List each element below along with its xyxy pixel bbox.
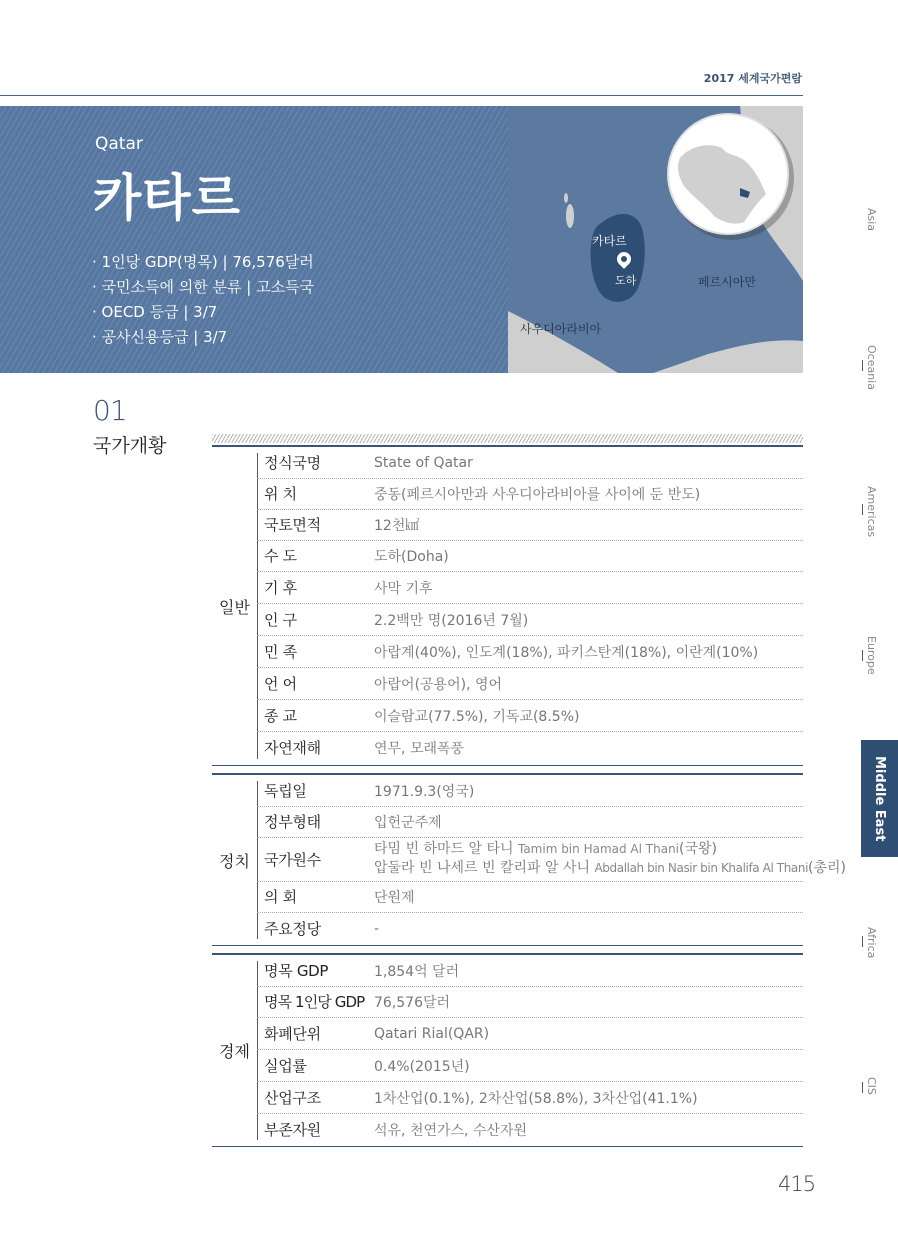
row-value: 1971.9.3(영국) [374,783,475,800]
row-value: 단원제 [374,889,415,906]
country-english-name: Qatar [95,134,143,154]
map-label-saudi: 사우디아라비아 [520,322,602,336]
row-value: State of Qatar [374,454,473,471]
table-row [257,636,803,668]
row-key: 인 구 [264,611,297,629]
row-key: 실업률 [264,1057,307,1075]
row-key: 종 교 [264,707,297,725]
row-value: 아랍계(40%), 인도계(18%), 파키스탄계(18%), 이란계(10%) [374,644,759,661]
side-tick [862,1082,863,1093]
side-tick [862,360,863,371]
section-rule [212,765,803,766]
table-bottom-rule [212,1146,803,1147]
row-value: 입헌군주제 [374,814,442,831]
row-value: Qatari Rial(QAR) [374,1025,490,1042]
map-label-gulf: 페르시아만 [698,275,756,289]
table-row [257,1114,803,1145]
row-key: 언 어 [264,675,297,693]
row-key: 명목 GDP [264,962,329,980]
running-header: 2017 세계국가편람 [703,72,802,85]
row-value: 12천㎢ [374,517,420,534]
name-ko: 압둘라 빈 나세르 빈 칼리파 알 사니 [374,860,595,876]
table-row [257,1018,803,1050]
capital-star-icon [621,256,627,262]
table-row [257,837,847,882]
row-value: 0.4%(2015년) [374,1058,470,1075]
key-fact: · 국민소득에 의한 분류 | 고소득국 [92,278,315,296]
row-key: 명목 1인당 GDP [264,993,365,1011]
side-tab-asia[interactable]: Asia [865,208,878,232]
row-value: 석유, 천연가스, 수산자원 [374,1122,528,1139]
name-en: Tamim bin Hamad Al Thani [517,842,680,856]
table-row [257,913,803,944]
row-value [374,840,846,878]
side-tick [862,936,863,947]
side-tab-middle-east[interactable]: Middle East [861,740,898,857]
row-key: 위 치 [264,485,297,503]
country-banner [0,106,508,373]
row-value: 사막 기후 [374,580,433,597]
section-number: 01 [93,394,127,427]
name-ko: 타밈 빈 하마드 알 타니 [374,841,518,857]
politics-table [212,775,847,945]
side-tick [862,650,863,661]
table-row [257,604,803,636]
row-value: 도하(Doha) [374,548,449,565]
map-label-doha: 도하 [615,274,637,287]
row-key: 독립일 [264,782,307,800]
key-fact: · OECD 등급 | 3/7 [92,303,218,321]
table-row [257,775,803,807]
key-facts-list [92,250,314,350]
table-row [257,572,803,604]
row-value: 연무, 모래폭풍 [374,740,465,757]
table-row [257,732,803,763]
location-map [508,106,803,373]
table-row [257,955,803,987]
side-tab-europe[interactable]: Europe [865,636,878,675]
table-row [257,700,803,732]
row-key: 의 회 [264,888,297,906]
side-tab-cis[interactable]: CIS [865,1077,878,1095]
category-general: 일반 [219,597,250,617]
key-fact: · 공사신용등급 | 3/7 [92,328,228,346]
category-economy: 경제 [219,1042,250,1061]
category-politics: 정치 [219,851,250,871]
title-suffix: (총리) [808,860,847,876]
row-key: 산업구조 [264,1089,321,1107]
side-tab-oceania[interactable]: Oceania [865,345,878,390]
section-hatch-bar [212,434,803,443]
row-value: 2.2백만 명(2016년 7월) [374,612,529,629]
row-key: 수 도 [264,547,297,565]
row-value: 이슬람교(77.5%), 기독교(8.5%) [374,708,580,725]
key-fact: · 1인당 GDP(명목) | 76,576달러 [92,253,314,271]
head-of-state-line [374,840,846,859]
table-row [257,540,803,572]
table-row [257,986,803,1018]
section-rule [212,945,803,946]
row-key: 민 족 [264,643,297,661]
row-value: 중동(페르시아만과 사우디아라비아를 사이에 둔 반도) [374,486,701,503]
row-value: 아랍어(공용어), 영어 [374,676,503,693]
side-tick [862,504,863,515]
row-key: 국가원수 [264,850,321,869]
prime-minister-line [374,859,846,878]
table-row [257,806,803,838]
table-row [257,447,803,479]
table-row [257,668,803,700]
header-rule [0,95,803,96]
general-table [212,447,803,765]
table-row [257,881,803,913]
row-key: 정식국명 [264,454,321,472]
section-title: 국가개황 [93,435,167,457]
name-en: Abdallah bin Nasir bin Khalifa Al Thani [594,861,809,875]
row-value: 1,854억 달러 [374,963,460,980]
side-tab-africa[interactable]: Africa [865,927,878,959]
country-korean-name: 카타르 [93,169,241,227]
page-number: 415 [778,1172,816,1196]
title-suffix: (국왕) [679,841,717,857]
side-tab-americas[interactable]: Americas [865,486,878,538]
row-key: 기 후 [264,579,297,597]
map-label-qatar: 카타르 [592,234,627,248]
row-key: 자연재해 [264,739,321,757]
row-key: 국토면적 [264,516,321,534]
table-row [257,1050,803,1082]
table-row [257,509,803,541]
row-value: 1차산업(0.1%), 2차산업(58.8%), 3차산업(41.1%) [374,1090,698,1107]
row-value: - [374,920,380,937]
economy-table [212,955,803,1146]
row-key: 화폐단위 [264,1025,321,1043]
row-key: 부존자원 [264,1121,321,1139]
table-row [257,478,803,510]
row-key: 주요정당 [264,920,321,938]
row-value: 76,576달러 [374,994,451,1011]
table-row [257,1082,803,1114]
row-key: 정부형태 [264,813,321,831]
